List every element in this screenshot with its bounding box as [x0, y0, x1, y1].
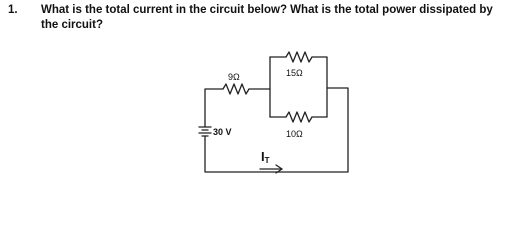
wire-left-upper	[205, 89, 223, 124]
current-label-sub: T	[264, 156, 270, 165]
current-label-main: I	[261, 149, 265, 164]
resistor-9-zigzag	[223, 84, 249, 94]
wire-top-right	[312, 57, 327, 117]
question-text: What is the total current in the circuit below? What is the total power dissipated by the circuit?	[41, 4, 493, 31]
resistor-10-zigzag	[286, 112, 312, 122]
resistor-15-zigzag	[286, 52, 312, 62]
resistor-9-label: 9Ω	[228, 72, 240, 82]
resistor-15-label: 15Ω	[286, 68, 303, 78]
current-label	[261, 149, 270, 165]
battery-voltage-label: 30 V	[213, 127, 232, 137]
question-number: 1.	[8, 4, 18, 16]
resistor-10-label: 10Ω	[286, 129, 303, 139]
